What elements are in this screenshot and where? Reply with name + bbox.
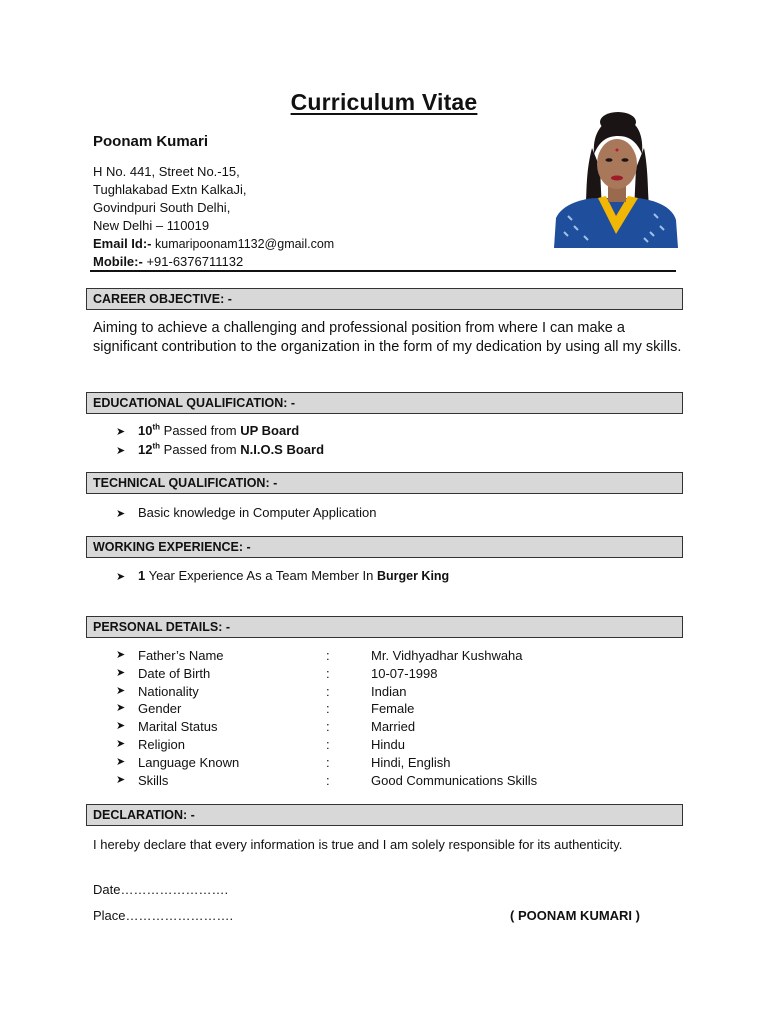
detail-value: 10-07-1998 — [371, 665, 438, 681]
email-label: Email Id:- — [93, 236, 152, 251]
mobile-label: Mobile:- — [93, 254, 143, 269]
detail-value: Female — [371, 701, 415, 717]
experience-heading: WORKING EXPERIENCE: - — [86, 536, 683, 558]
address-line-4: New Delhi – 110019 — [93, 218, 210, 233]
detail-value: Mr. Vidhyadhar Kushwaha — [371, 648, 523, 663]
address-line-2: Tughlakabad Extn KalkaJi, — [93, 182, 247, 197]
detail-value: Indian — [371, 683, 407, 699]
detail-value: Hindu — [371, 736, 405, 752]
address-line-3: Govindpuri South Delhi, — [93, 200, 231, 215]
education-list — [116, 422, 324, 460]
arrow-bullet-icon: ➤ — [116, 684, 126, 697]
experience-text: Year Experience As a Team Member In — [145, 568, 377, 583]
arrow-bullet-icon: ➤ — [116, 720, 126, 733]
arrow-bullet-icon: ➤ — [116, 666, 126, 679]
detail-key: Gender — [138, 701, 182, 717]
list-item — [116, 567, 449, 586]
email-value: kumaripoonam1132@gmail.com — [151, 237, 335, 251]
detail-key: Date of Birth — [138, 665, 211, 681]
education-mid: Passed from — [160, 442, 241, 457]
arrow-bullet-icon: ➤ — [116, 702, 126, 715]
table-row — [116, 665, 537, 683]
table-row — [116, 772, 537, 790]
education-mid: Passed from — [160, 423, 241, 438]
table-row — [116, 754, 537, 772]
mobile-row — [93, 253, 334, 271]
experience-years: 1 — [138, 568, 146, 583]
experience-company: Burger King — [376, 569, 450, 583]
table-row — [116, 700, 537, 718]
detail-colon: : — [326, 719, 330, 735]
arrow-bullet-icon: ➤ — [116, 445, 126, 457]
education-heading: EDUCATIONAL QUALIFICATION: - — [86, 392, 683, 414]
header-divider — [90, 270, 676, 272]
detail-colon: : — [326, 665, 330, 681]
contact-block — [93, 163, 334, 271]
detail-key: Language Known — [138, 754, 240, 770]
candidate-name: Poonam Kumari — [93, 133, 209, 150]
email-row — [93, 235, 334, 253]
detail-key-cell — [116, 665, 326, 683]
education-board: UP Board — [240, 423, 300, 438]
arrow-bullet-icon: ➤ — [116, 426, 126, 438]
detail-key: Religion — [138, 736, 185, 752]
profile-photo — [554, 108, 678, 248]
list-item — [116, 422, 324, 441]
list-item — [116, 504, 376, 523]
detail-key-cell — [116, 700, 326, 718]
table-row — [116, 647, 537, 665]
arrow-bullet-icon: ➤ — [116, 737, 126, 750]
technical-list — [116, 504, 376, 523]
technical-item: Basic knowledge in Computer Application — [138, 505, 377, 520]
signature-name: ( POONAM KUMARI ) — [510, 908, 640, 923]
arrow-bullet-icon: ➤ — [116, 571, 126, 583]
table-row — [116, 736, 537, 754]
detail-value: Good Communications Skills — [371, 772, 538, 788]
education-num: 12 — [138, 442, 153, 457]
detail-key: Marital Status — [138, 719, 218, 735]
detail-key-cell — [116, 718, 326, 736]
mobile-value: +91-6376711132 — [142, 254, 244, 269]
declaration-text: I hereby declare that every information is true and I am solely responsible for its authenticity. — [93, 837, 623, 852]
detail-key-cell — [116, 683, 326, 701]
detail-colon: : — [326, 683, 330, 699]
education-sup: th — [152, 422, 161, 432]
detail-key-cell — [116, 647, 326, 665]
technical-heading: TECHNICAL QUALIFICATION: - — [86, 472, 683, 494]
title-text: Curriculum Vitae — [290, 89, 478, 115]
personal-details-table — [116, 647, 537, 789]
arrow-bullet-icon: ➤ — [116, 508, 126, 520]
date-line: Date……………………. — [93, 882, 229, 897]
arrow-bullet-icon: ➤ — [116, 755, 126, 768]
education-sup: th — [152, 441, 161, 451]
detail-colon: : — [326, 754, 330, 770]
detail-key: Nationality — [138, 683, 199, 699]
detail-value: Married — [371, 719, 416, 735]
detail-colon: : — [326, 701, 330, 717]
address-line-1: H No. 441, Street No.-15, — [93, 164, 240, 179]
detail-key-cell — [116, 772, 326, 790]
career-objective-text: Aiming to achieve a challenging and professional position from where I can make a significant contribution to the organization in the form of my dedication by using all my skills. — [93, 320, 682, 355]
table-row — [116, 718, 537, 736]
detail-key-cell — [116, 736, 326, 754]
detail-colon: : — [326, 648, 330, 663]
education-num: 10 — [138, 423, 153, 438]
declaration-heading: DECLARATION: - — [86, 804, 683, 826]
personal-heading: PERSONAL DETAILS: - — [86, 616, 683, 638]
list-item — [116, 441, 324, 460]
detail-colon: : — [326, 772, 330, 788]
detail-key: Skills — [138, 772, 169, 788]
experience-list — [116, 567, 449, 586]
portrait-image — [554, 108, 678, 248]
arrow-bullet-icon: ➤ — [116, 773, 126, 786]
detail-key-cell — [116, 754, 326, 772]
education-board: N.I.O.S Board — [240, 442, 325, 457]
detail-colon: : — [326, 736, 330, 752]
table-row — [116, 683, 537, 701]
place-line: Place……………………. — [93, 908, 234, 923]
detail-key: Father’s Name — [138, 648, 224, 663]
career-objective-heading: CAREER OBJECTIVE: - — [86, 288, 683, 310]
detail-value: Hindi, English — [371, 754, 451, 770]
arrow-bullet-icon: ➤ — [116, 649, 126, 661]
